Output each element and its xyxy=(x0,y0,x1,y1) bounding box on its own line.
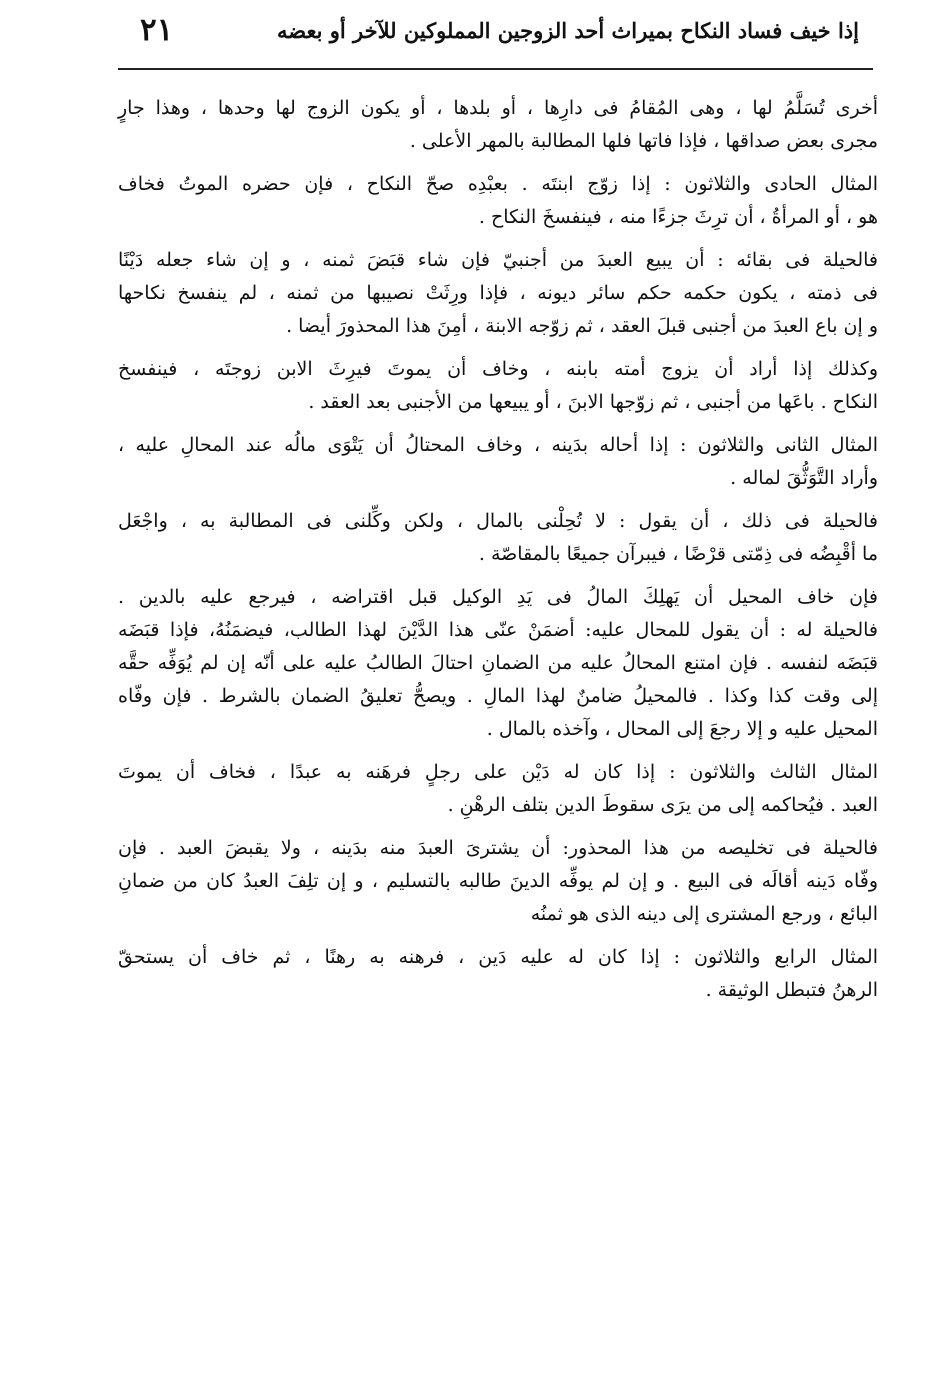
header-rule xyxy=(118,68,873,70)
text-line: المثال الثالث والثلاثون : إذا كان له دَيْن على رجلٍ فرهَنه به عبدًا ، فخاف أن يموتَ xyxy=(118,761,878,783)
running-title: إذا خيف فساد النكاح بميراث أحد الزوجين المملوكين للآخر أو بعضه xyxy=(276,18,859,43)
text-line: فالحيلة فى ذلك ، أن يقول : لا تُحِلْنى بالمال ، ولكن وكِّلنى فى المطالبة به ، واجْعَل xyxy=(118,510,878,532)
text-line: البائع ، ورجع المشترى إلى دينه الذى هو ثمنُه xyxy=(530,903,878,925)
text-line: فالحيلة فى تخليصه من هذا المحذور: أن يشترىَ العبدَ منه بدَينه ، ولا يقبضَ العبد . فإن xyxy=(118,837,878,859)
text-line: فإن خاف المحيل أن يَهلِكَ المالُ فى يَدِ الوكيل قبل اقتراضه ، فيرجع عليه بالدين . xyxy=(118,586,878,608)
text-line: وفّاه دَينه أقالَه فى البيع . و إن لم يوفِّه الدينَ طالبه بالتسليم ، و إن تلِفَ العبدُ كان من ضمانِ xyxy=(118,870,878,892)
paragraph xyxy=(118,429,878,495)
text-line: الرهنُ فتبطل الوثيقة . xyxy=(705,979,878,1001)
text-line: وكذلك إذا أراد أن يزوج أمته بابنه ، وخاف أن يموتَ فيرِثَ الابن زوجتَه ، فينفسخ xyxy=(118,358,878,380)
text-line: وأراد التَّوَثُّقَ لماله . xyxy=(730,467,878,489)
paragraph xyxy=(118,832,878,931)
text-line: قبَضَه لنفسه . فإن امتنع المحالُ عليه من الضمانِ احتالَ الطالبُ عليه على أنّه إن لم يُوَفِّه حقَّه xyxy=(118,652,878,674)
text-line: المثال الثانى والثلاثون : إذا أحاله بدَينه ، وخاف المحتالُ أن يَتْوَى مالُه عند المحالِ عليه ، xyxy=(118,434,878,456)
paragraph xyxy=(118,353,878,419)
paragraph xyxy=(118,505,878,571)
paragraph xyxy=(118,941,878,1007)
paragraph xyxy=(118,756,878,822)
text-line: ما أقْبِضُه فى ذِمّتى قرْضًا ، فيبرآن جميعًا بالمقاصّة . xyxy=(478,543,878,565)
page-number: ٢١ xyxy=(140,12,174,48)
text-line: فالحيلة فى بقائه : أن يبيع العبدَ من أجنبيّ فإن شاء قبَضَ ثمنه ، و إن شاء جعله دَيْنًا xyxy=(118,249,878,271)
paragraph xyxy=(118,244,878,343)
text-line: إلى وقت كذا وكذا . فالمحيلُ ضامنٌ لهذا المالِ . ويصحُّ تعليقُ الضمان بالشرط . فإن وفّاه xyxy=(118,685,878,707)
text-line: و إن باع العبدَ من أجنبى قبلَ العقد ، ثم زوّجه الابنة ، أمِنَ هذا المحذورَ أيضا . xyxy=(286,315,878,337)
paragraph xyxy=(118,92,878,158)
text-line: هو ، أو المرأةُ ، أن ترِثَ جزءًا منه ، فينفسخَ النكاح . xyxy=(478,206,878,228)
text-line: مجرى بعض صداقها ، فإذا فاتها فلها المطالبة بالمهر الأعلى . xyxy=(409,130,878,152)
running-head xyxy=(118,10,859,56)
text-line: المثال الحادى والثلاثون : إذا زوّج ابنتَه . بعبْدِه صحّ النكاح ، فإن حضره الموتُ فخاف xyxy=(118,173,878,195)
paragraph xyxy=(118,581,878,746)
text-line: فالحيلة له : أن يقول للمحال عليه: أضمَنْ عنّى هذا الدَّيْنَ لهذا الطالب، فيضمَنُهُ، فإذا قبَضَه xyxy=(118,619,878,641)
body-text xyxy=(118,92,878,1017)
text-line: المحيل عليه و إلا رجعَ إلى المحال ، وآخذه بالمال . xyxy=(486,718,878,740)
text-line: فى ذمته ، يكون حكمه حكم سائر ديونه ، فإذا ورِثَتْ نصيبها من ثمنه ، لم ينفسخ نكاحها xyxy=(118,282,878,304)
text-line: المثال الرابع والثلاثون : إذا كان له عليه دَين ، فرهنه به رهنًا ، ثم خاف أن يستحقّ xyxy=(118,946,878,968)
text-line: أخرى تُسَلَّمُ لها ، وهى المُقامُ فى دارِها ، أو بلدها ، أو يكون الزوج لها وحدها ، وهذا جارٍ xyxy=(118,97,878,119)
text-line: النكاح . باعَها من أجنبى ، ثم زوّجها الابنَ ، أو يبيعها من الأجنبى بعد العقد . xyxy=(308,391,878,413)
paragraph xyxy=(118,168,878,234)
text-line: العبد . فيُحاكمه إلى من يرَى سقوطَ الدين بتلف الرهْنِ . xyxy=(447,794,878,816)
